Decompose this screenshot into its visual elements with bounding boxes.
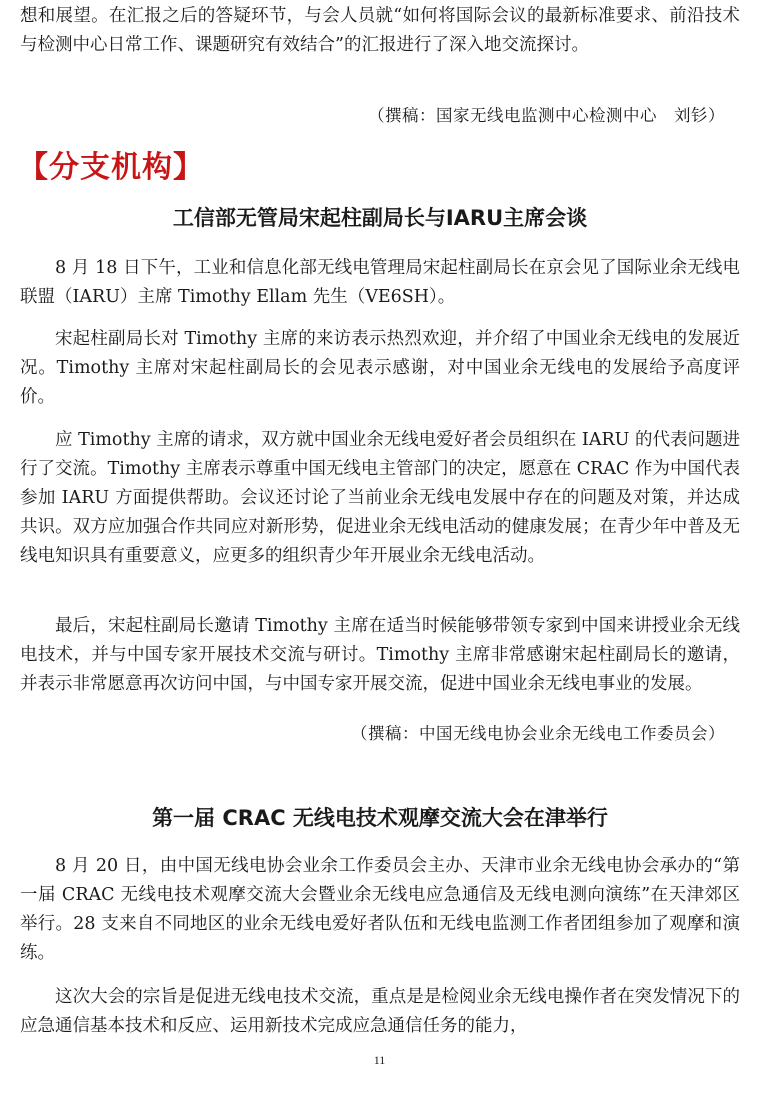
article2-paragraph-1: 8 月 20 日，由中国无线电协会业余工作委员会主办、天津市业余无线电协会承办的“第一届 CRAC 无线电技术观摩交流大会暨业余无线电应急通信及无线电测向演练”在天津郊区举行。28 支来自不同地区的业余无线电爱好者队伍和无线电监测工作者团组参加了观摩和演练。 bbox=[20, 856, 740, 963]
article1-paragraph-1: 8 月 18 日下午，工业和信息化部无线电管理局宋起柱副局长在京会见了国际业余无线电联盟（IARU）主席 Timothy Ellam 先生（VE6SH）。 bbox=[20, 258, 740, 307]
section-header bbox=[18, 148, 204, 188]
section-bracket-close: 】 bbox=[173, 150, 204, 185]
article1-paragraph-4: 最后，宋起柱副局长邀请 Timothy 主席在适当时候能够带领专家到中国来讲授业余无线电技术，并与中国专家开展技术交流与研讨。Timothy 主席非常感谢宋起柱副局长的邀请，并表示非常愿意再次访问中国，与中国专家开展交流，促进中国业余无线电事业的发展。 bbox=[20, 616, 740, 694]
article1-title: 工信部无管局宋起柱副局长与IARU主席会谈 bbox=[172, 206, 588, 230]
article2-paragraph-2: 这次大会的宗旨是促进无线电技术交流，重点是是检阅业余无线电操作者在突发情况下的应急通信基本技术和反应、运用新技术完成应急通信任务的能力， bbox=[20, 987, 740, 1036]
article1-credit: （撰稿：中国无线电协会业余无线电工作委员会） bbox=[351, 724, 725, 743]
article2-title: 第一届 CRAC 无线电技术观摩交流大会在津举行 bbox=[152, 806, 608, 830]
article1-paragraph-2: 宋起柱副局长对 Timothy 主席的来访表示热烈欢迎，并介绍了中国业余无线电的发展近况。Timothy 主席对宋起柱副局长的会见表示感谢，对中国业余无线电的发展给予高度评价。 bbox=[20, 329, 740, 407]
section-title: 分支机构 bbox=[49, 150, 173, 185]
intro-credit: （撰稿：国家无线电监测中心检测中心 刘钐） bbox=[368, 106, 725, 125]
page-number: 11 bbox=[373, 1053, 386, 1067]
intro-paragraph: 想和展望。在汇报之后的答疑环节，与会人员就“如何将国际会议的最新标准要求、前沿技术与检测中心日常工作、课题研究有效结合”的汇报进行了深入地交流探讨。 bbox=[20, 6, 740, 55]
section-bracket-open: 【 bbox=[18, 150, 49, 185]
article1-paragraph-3: 应 Timothy 主席的请求，双方就中国业余无线电爱好者会员组织在 IARU 的代表问题进行了交流。Timothy 主席表示尊重中国无线电主管部门的决定，愿意在 CRAC 作为中国代表参加 IARU 方面提供帮助。会议还讨论了当前业余无线电发展中存在的问题及对策，并达成共识。双方应加强合作共同应对新形势，促进业余无线电活动的健康发展；在青少年中普及无线电知识具有重要意义，应更多的组织青少年开展业余无线电活动。 bbox=[20, 430, 740, 566]
